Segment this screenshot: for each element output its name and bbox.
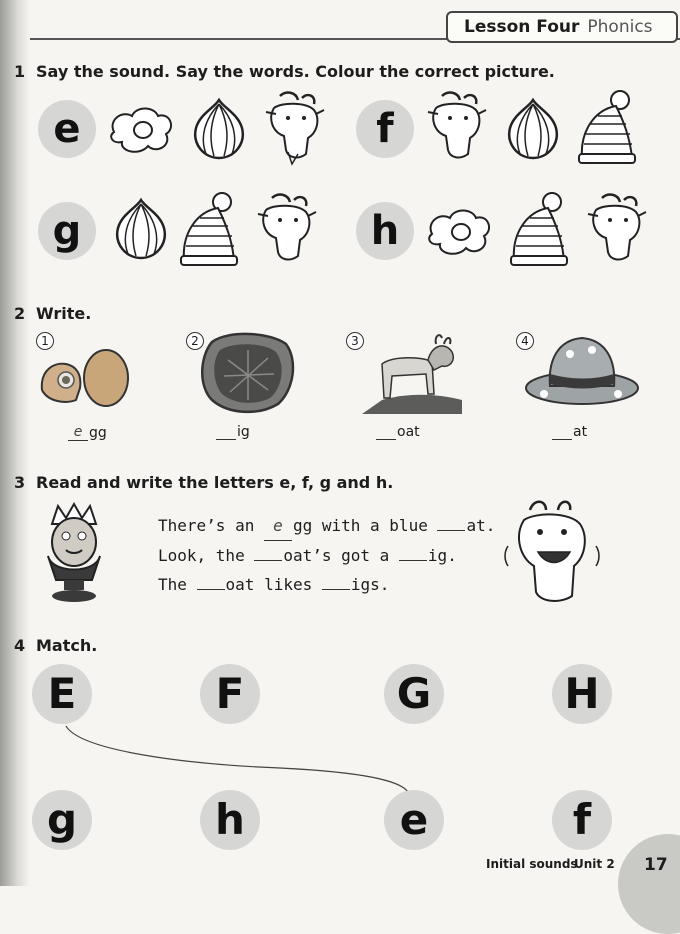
goat-icon: [362, 330, 462, 414]
woolly-hat-icon[interactable]: [574, 88, 640, 166]
answer-blank[interactable]: [216, 439, 236, 440]
match-upper-G[interactable]: G: [384, 664, 444, 724]
fig-icon: [198, 330, 298, 414]
answer-blank[interactable]: [322, 589, 350, 590]
q2-answer-2: ig: [216, 424, 250, 440]
page-gutter-shadow: [0, 0, 30, 886]
lesson-title: Lesson Four: [464, 17, 580, 37]
lesson-topic: Phonics: [587, 17, 653, 37]
goat-icon[interactable]: [420, 88, 488, 166]
q3-sentence-3: The oat likes igs.: [158, 575, 390, 594]
answer-blank[interactable]: [197, 589, 225, 590]
q2-item-number: 4: [516, 332, 534, 350]
footer-unit: Unit 2: [574, 857, 615, 871]
footer-section: Initial sounds: [486, 857, 578, 871]
match-lower-g[interactable]: g: [32, 790, 92, 850]
match-lower-h[interactable]: h: [200, 790, 260, 850]
q2-item-number: 1: [36, 332, 54, 350]
egg-icon[interactable]: [424, 204, 494, 259]
match-lower-e[interactable]: e: [384, 790, 444, 850]
answer-blank[interactable]: [399, 560, 427, 561]
laughing-goat-icon: [500, 496, 604, 608]
q3-sentences: [158, 511, 495, 599]
egg-character-icon: [38, 500, 110, 604]
answer-blank[interactable]: e: [264, 511, 292, 541]
egg-icon[interactable]: [106, 102, 176, 157]
match-upper-H[interactable]: H: [552, 664, 612, 724]
q1-letter-f: f: [356, 100, 414, 158]
answer-blank[interactable]: [437, 530, 465, 531]
q1-letter-h: h: [356, 202, 414, 260]
match-line: [60, 720, 420, 800]
q2-answer-3: oat: [376, 424, 420, 440]
q1-instruction: 1 Say the sound. Say the words. Colour the correct picture.: [14, 62, 555, 81]
q2-instruction: 2 Write.: [14, 304, 92, 323]
match-upper-F[interactable]: F: [200, 664, 260, 724]
page-number: 17: [644, 855, 668, 875]
q1-letter-g: g: [38, 202, 96, 260]
q3-sentence-2: Look, the oat’s got a ig.: [158, 546, 457, 565]
q2-answer-1: e gg: [68, 424, 107, 441]
q3-sentence-1: There’s an e gg with a blue at.: [158, 511, 495, 541]
goat-icon[interactable]: [250, 190, 318, 268]
onion-icon[interactable]: [500, 96, 566, 162]
page-number-badge: [618, 834, 680, 934]
woolly-hat-icon[interactable]: [506, 190, 572, 268]
answer-blank[interactable]: [552, 439, 572, 440]
q4-instruction: 4 Match.: [14, 636, 98, 655]
onion-icon[interactable]: [186, 96, 252, 162]
q2-item-number: 3: [346, 332, 364, 350]
onion-icon[interactable]: [108, 196, 174, 262]
goat-icon[interactable]: [258, 88, 326, 166]
hat-icon: [522, 330, 642, 410]
match-upper-E[interactable]: E: [32, 664, 92, 724]
answer-blank[interactable]: [376, 439, 396, 440]
match-lower-f[interactable]: f: [552, 790, 612, 850]
eggs-icon: [36, 340, 132, 410]
goat-icon[interactable]: [580, 190, 648, 268]
q1-letter-e: e: [38, 100, 96, 158]
woolly-hat-icon[interactable]: [176, 190, 242, 268]
lesson-header: [446, 11, 678, 43]
q2-answer-4: at: [552, 424, 587, 440]
q2-item-number: 2: [186, 332, 204, 350]
q3-instruction: 3 Read and write the letters e, f, g and h.: [14, 473, 394, 492]
answer-blank[interactable]: [254, 560, 282, 561]
answer-blank[interactable]: e: [68, 424, 88, 441]
